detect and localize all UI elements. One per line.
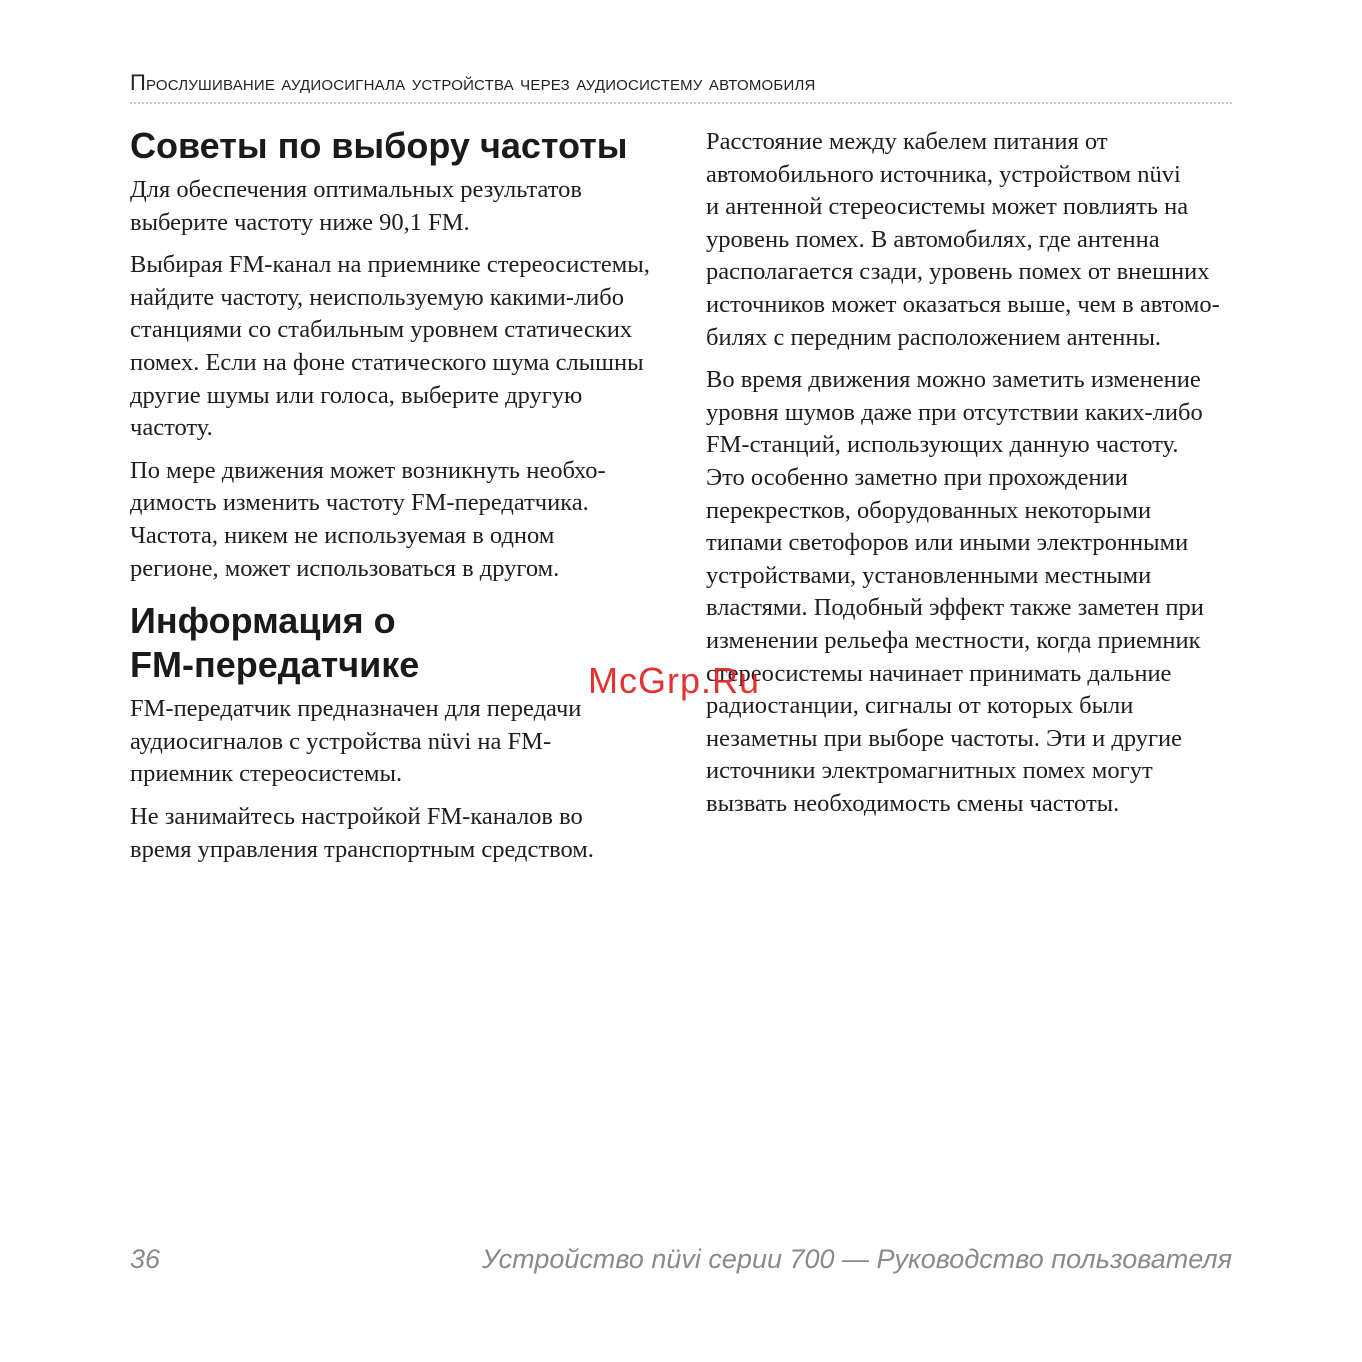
- text-line: аудиосигналов с устройства nüvi на FM-: [130, 727, 552, 755]
- text-line: типами светофоров или иными электронными: [706, 529, 1189, 557]
- right-column: [706, 126, 1234, 830]
- text-line: Частота, никем не используемая в одном: [130, 521, 555, 549]
- text-line: автомобильного источника, устройством nüvi: [706, 160, 1181, 188]
- text-line: билях с передним расположением антенны.: [706, 323, 1162, 351]
- text-line: незаметны при выборе частоты. Эти и другие: [706, 724, 1183, 752]
- text-line: перекрестков, оборудованных некоторыми: [706, 496, 1152, 524]
- text-line: источники электромагнитных помех могут: [706, 757, 1153, 785]
- paragraph: [130, 249, 675, 445]
- text-line: властями. Подобный эффект также заметен при: [706, 594, 1204, 622]
- text-line: стереосистемы начинает принимать дальние: [706, 659, 1172, 687]
- text-line: Выбирая FM-канал на приемнике стереосистемы,: [130, 251, 650, 279]
- text-line: помех. Если на фоне статического шума слышны: [130, 348, 644, 376]
- text-line: частоту.: [130, 414, 213, 442]
- text-line: источников может оказаться выше, чем в автомо-: [706, 290, 1220, 318]
- text-line: станциями со стабильным уровнем статических: [130, 316, 633, 344]
- text-line: FM-передатчик предназначен для передачи: [130, 695, 582, 723]
- text-line: уровень помех. В автомобилях, где антенна: [706, 225, 1160, 253]
- text-line: уровня шумов даже при отсутствии каких-либо: [706, 398, 1203, 426]
- text-line: Во время движения можно заметить изменение: [706, 366, 1201, 394]
- text-line: радиостанции, сигналы от которых были: [706, 692, 1134, 720]
- text-line: регионе, может использоваться в другом.: [130, 554, 560, 582]
- text-line: и антенной стереосистемы может повлиять на: [706, 193, 1189, 221]
- text-line: выберите частоту ниже 90,1 FM.: [130, 208, 470, 236]
- manual-title: Устройство nüvi серии 700 — Руководство пользователя: [481, 1244, 1232, 1274]
- title-line: FM-передатчике: [130, 644, 420, 686]
- paragraph: [130, 455, 675, 585]
- running-header: Прослушивание аудиосигнала устройства через аудиосистему автомобиля: [130, 66, 1232, 104]
- text-line: Это особенно заметно при прохождении: [706, 463, 1128, 491]
- text-line: устройствами, установленными местными: [706, 561, 1152, 589]
- text-line: Не занимайтесь настройкой FM-каналов во: [130, 802, 583, 830]
- text-line: другие шумы или голоса, выберите другую: [130, 381, 583, 409]
- text-line: приемник стереосистемы.: [130, 760, 403, 788]
- section-title-frequency-tips: Советы по выбору частоты: [130, 125, 628, 166]
- text-line: FM-станций, использующих данную частоту.: [706, 431, 1179, 459]
- paragraph: [130, 801, 675, 866]
- text-line: димость изменить частоту FM-передатчика.: [130, 489, 589, 517]
- page-number: 36: [130, 1244, 161, 1274]
- paragraph: [130, 693, 675, 791]
- text-line: Расстояние между кабелем питания от: [706, 128, 1108, 155]
- text-line: вызвать необходимость смены частоты.: [706, 789, 1120, 817]
- left-column: [130, 120, 675, 876]
- text-line: Для обеспечения оптимальных результатов: [130, 176, 582, 203]
- paragraph: [706, 364, 1234, 820]
- title-line: Информация о: [130, 600, 396, 642]
- text-line: По мере движения может возникнуть необхо-: [130, 456, 606, 484]
- watermark: McGrp.Ru: [588, 660, 761, 701]
- text-line: располагается сзади, уровень помех от внешних: [706, 258, 1210, 286]
- text-line: найдите частоту, неиспользуемую какими-либо: [130, 283, 624, 311]
- paragraph: [706, 126, 1234, 354]
- paragraph: [130, 174, 675, 239]
- text-line: время управления транспортным средством.: [130, 835, 594, 863]
- text-line: изменении рельефа местности, когда приемник: [706, 626, 1201, 654]
